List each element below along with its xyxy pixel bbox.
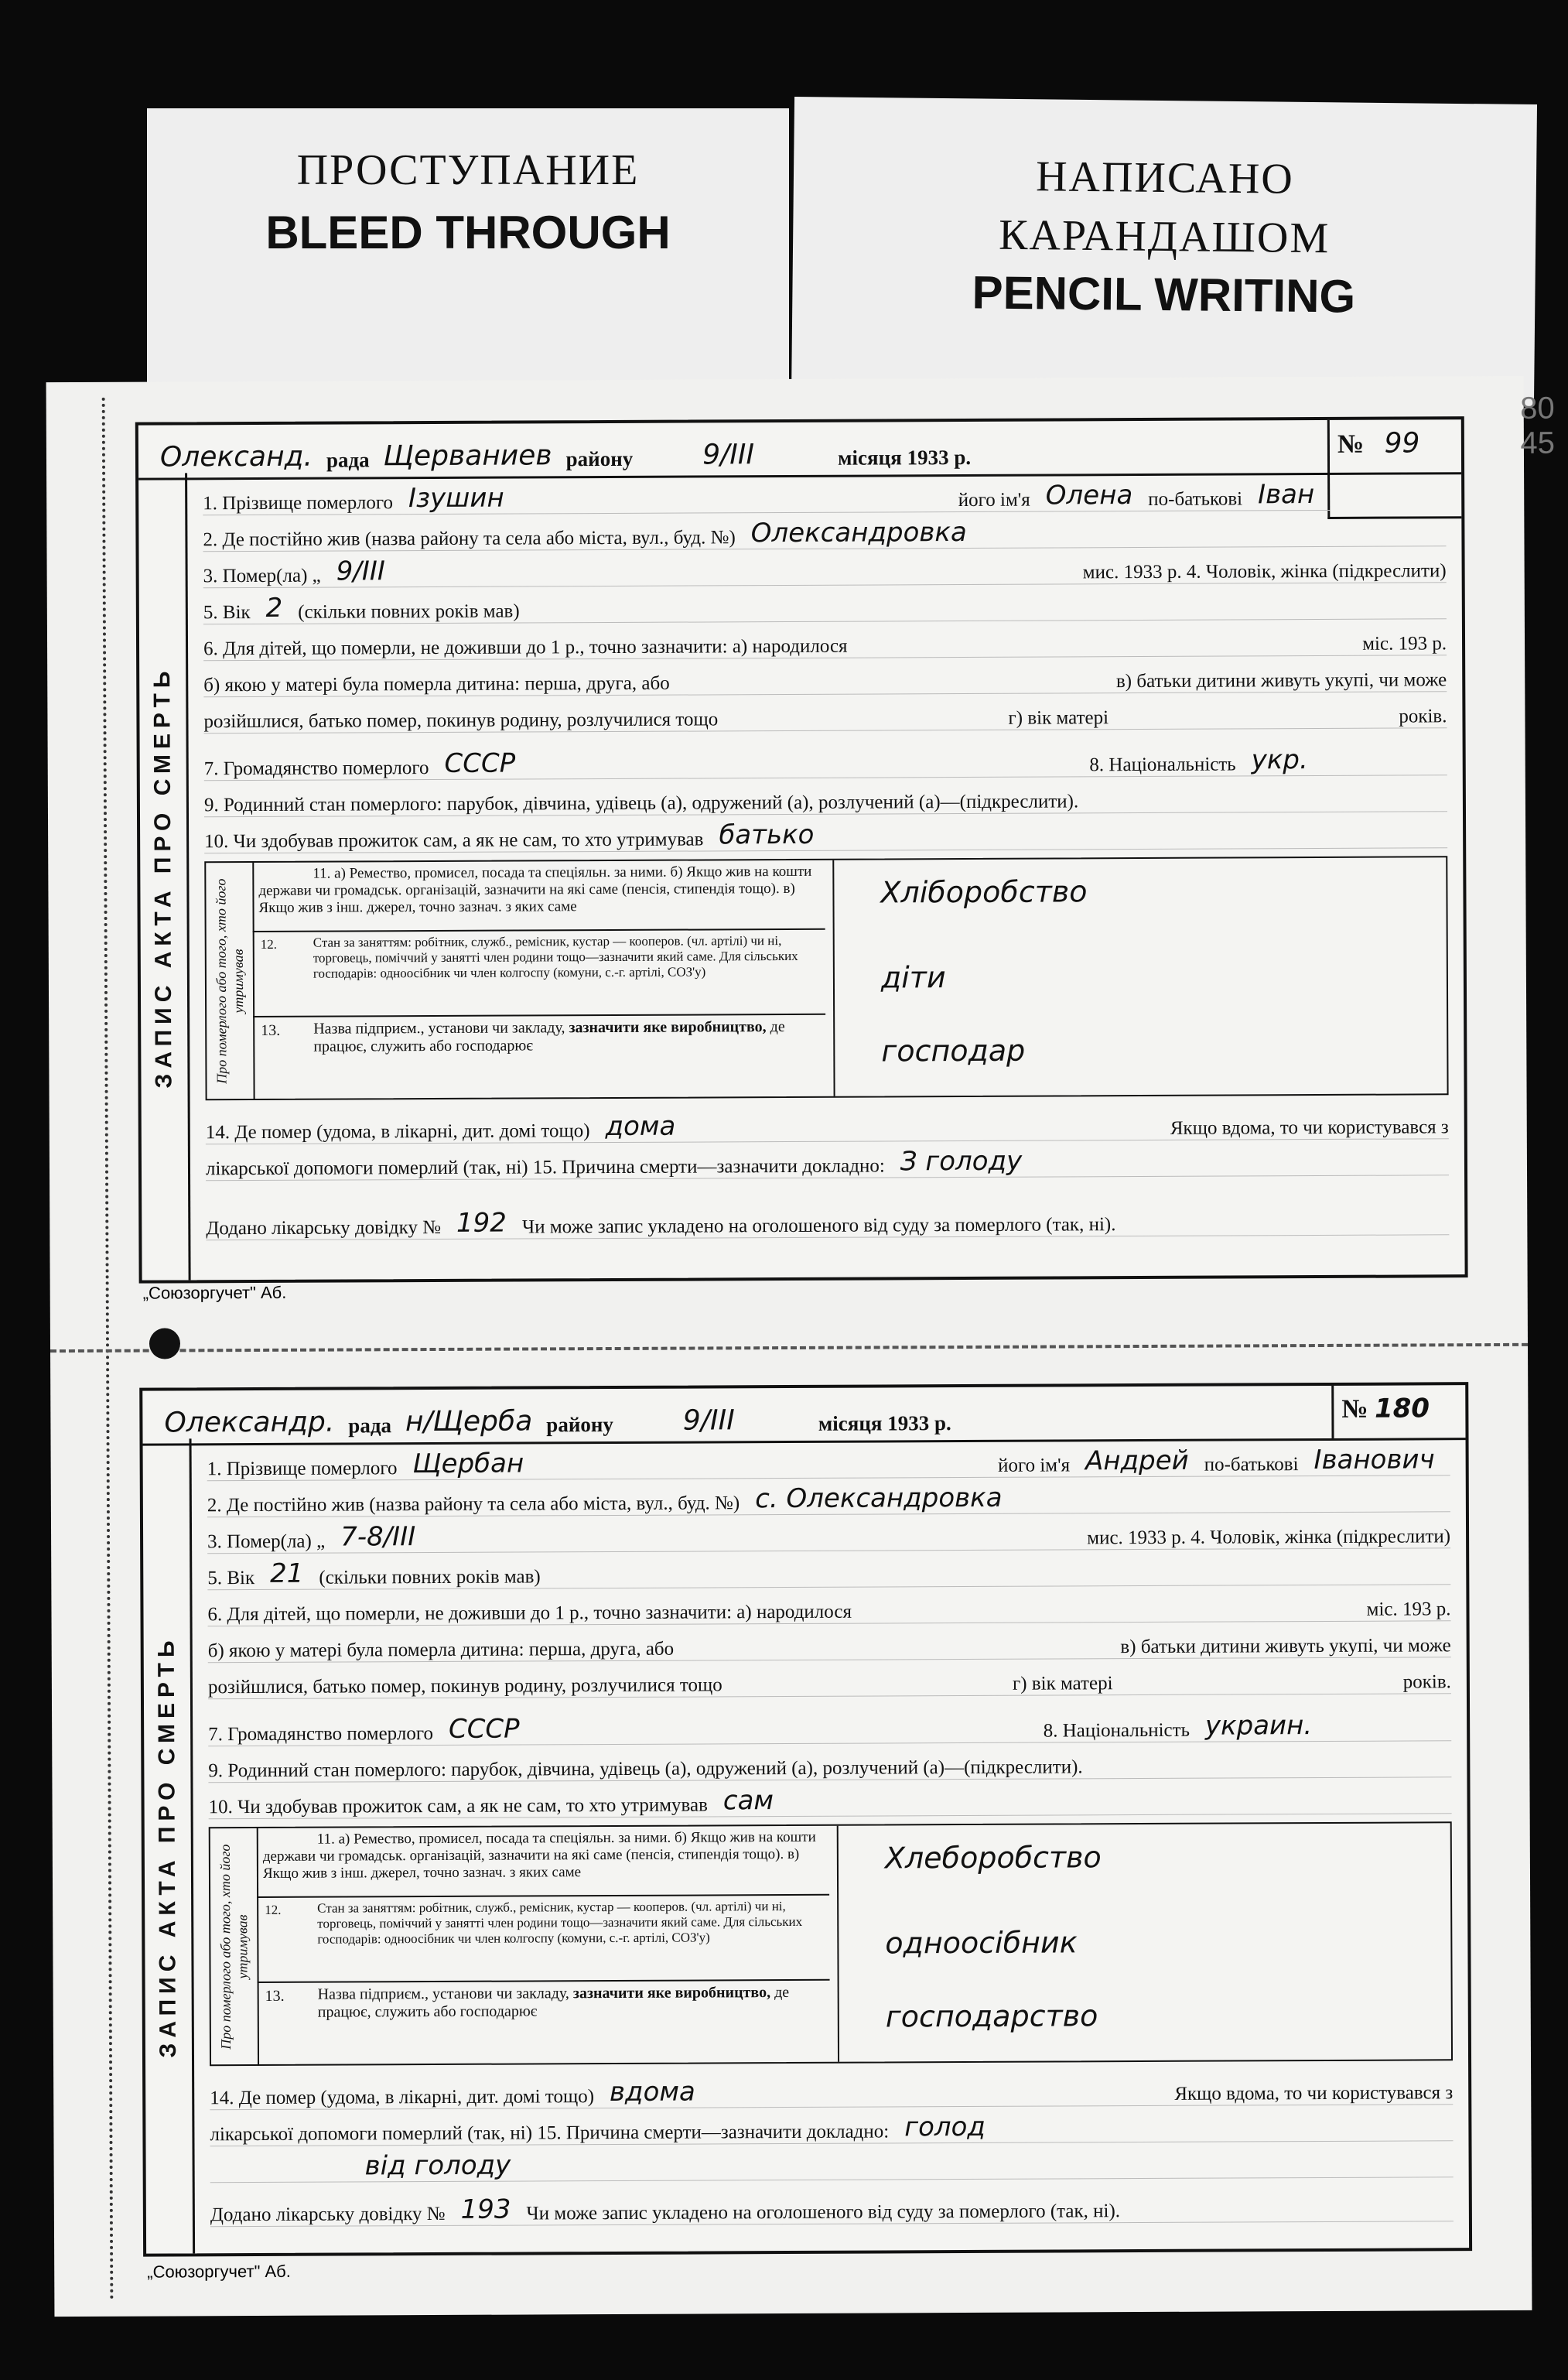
pencil-label-en: PENCIL WRITING [972, 266, 1356, 323]
field-label-citizenship: 7. Громадянство померлого [208, 1723, 433, 1746]
field-label-home: Якщо вдома, то чи користувався з [1174, 2082, 1454, 2105]
death-record-1 [135, 416, 1468, 1283]
field-label-child-order: б) якою у матері була померла дитина: перша, друга, або [207, 1638, 675, 1662]
bleed-label-en: BLEED THROUGH [265, 207, 671, 258]
side-title [143, 1438, 196, 2253]
cause-value-2: від голоду [364, 2149, 511, 2182]
field-label-age-note: (скільки повних років мав) [319, 1566, 541, 1588]
side-title-text: ЗАПИС АКТА ПРО СМЕРТЬ [149, 665, 177, 1089]
side-number-bottom: 45 [1520, 426, 1556, 460]
field-label-occupation: 11. а) Ремество, промисел, посада та спеціяльн. за ними. б) Якщо жив на кошти держави чи громадськ. організацій, зазначити на які саме (пенсія, стипендія тощо). в) Якщо жив з інш. джерел, точно зазнач. з яких саме [262, 1828, 816, 1882]
field-label-certificate: Додано лікарську довідку № [210, 2203, 446, 2226]
village-council: Олександр. [164, 1406, 335, 1439]
record-number: 99 [1384, 427, 1420, 460]
field-label-address: 2. Де постійно жив (назва району та села або міста, вул., буд. №) [207, 1493, 740, 1517]
address-value: Олександровка [750, 516, 967, 549]
number-label: № [1341, 1394, 1368, 1424]
nationality-value: украин. [1204, 1710, 1313, 1742]
month-year-label: місяця 1933 р. [838, 445, 972, 470]
field-label-died: 3. Помер(ла) „ [207, 1530, 326, 1553]
cause-value: З голоду [900, 1145, 1023, 1178]
field-label-parents: в) батьки дитини живуть укупі, чи може [1115, 669, 1447, 692]
record-day: 9/ІІІ [682, 1404, 735, 1437]
field-label-court: Чи може запис укладено на оголошеного від суду за померлого (так, ні). [521, 1214, 1116, 1238]
field-label-production: зазначити яке виробництво, [569, 1018, 767, 1037]
enterprise-value: господарство [885, 1999, 1098, 2034]
field-label-occupation: 11. а) Ремество, промисел, посада та спеціяльн. за ними. б) Якщо жив на кошти держави чи громадськ. організацій, зазначити на які саме (пенсія, стипендія тощо). в) Якщо жив з інш. джерел, точно зазнач. з яких саме [258, 863, 812, 916]
field-label-years: років. [1399, 706, 1447, 727]
death-record-2 [139, 1382, 1472, 2256]
place-value: вдома [609, 2076, 695, 2108]
record-body [187, 467, 1465, 1280]
rayonu-label: району [546, 1412, 613, 1437]
certificate-value: 192 [456, 1207, 507, 1239]
printer-mark: „Союзоргучет" Аб. [147, 2261, 291, 2282]
field-label-address: 2. Де постійно жив (назва району та села або міста, вул., буд. №) [203, 527, 736, 551]
certificate-value: 193 [460, 2194, 511, 2225]
age-value: 21 [269, 1558, 304, 1589]
occupation-block [204, 856, 1448, 1100]
field-label-status: Стан за заняттям: робітник, служб., ремісник, кустар — кооперов. (чл. артілі) чи ні, торговець, поміччий у занятті член родини тощо—зазначити який саме. Для сільських господарів: одноосібник чи член колгоспу (комуни, с.-г. артілі, СОЗ'у) [313, 933, 798, 981]
record-number: 180 [1374, 1393, 1430, 1424]
field-label-child-order: б) якою у матері була померла дитина: перша, друга, або [203, 672, 670, 696]
patronymic-value: Іванович [1313, 1444, 1435, 1476]
field-label-home: Якщо вдома, то чи користувався з [1170, 1116, 1449, 1139]
field-label-certificate: Додано лікарську довідку № [206, 1216, 442, 1240]
pencil-label-ru2: КАРАНДАШОМ [998, 210, 1331, 263]
place-value: дома [605, 1110, 676, 1143]
supported-by-value: сам [723, 1785, 774, 1817]
field-label-patronymic: по-батькові [1148, 488, 1243, 510]
field-label-name: його ім'я [998, 1455, 1071, 1476]
field-number-12: 12. [265, 1902, 282, 1917]
field-label-sex: мис. 1933 р. 4. Чоловік, жінка (підкреслити) [1087, 1526, 1451, 1549]
field-label-production: зазначити яке виробництво, [572, 1984, 771, 2002]
surname-value: Ізушин [408, 482, 504, 515]
field-label-parents-status: розійшлися, батько помер, покинув родину, розлучилися тощо [207, 1674, 723, 1698]
field-label-age-note: (скільки повних років мав) [298, 600, 520, 623]
village-council: Олександ. [159, 440, 313, 474]
field-label-age: 5. Вік [207, 1568, 255, 1589]
record-number-box [1331, 1385, 1465, 1438]
field-label-cause: лікарської допомоги померлий (так, ні) 15. Причина смерти—зазначити докладно: [205, 1155, 885, 1180]
month-year-label: місяця 1933 р. [818, 1411, 951, 1435]
field-label-court: Чи може запис укладено на оголошеного від суду за померлого (так, ні). [526, 2200, 1121, 2224]
printer-mark: „Союзоргучет" Аб. [142, 1282, 287, 1303]
name-value: Олена [1045, 480, 1133, 511]
field-label-status: Стан за заняттям: робітник, служб., ремісник, кустар — кооперов. (чл. артілі) чи ні, торговець, поміччий у занятті член родини тощо—зазначити який саме. Для сільських господарів: одноосібник чи член колгоспу (комуни, с.-г. артілі, СОЗ'у) [317, 1899, 803, 1947]
occupation-value: Хлеборобство [884, 1840, 1102, 1876]
name-value: Андрей [1085, 1445, 1189, 1477]
citizenship-value: СССР [448, 1713, 520, 1745]
field-label-place: 14. Де помер (удома, в лікарні, дит. домі тощо) [205, 1120, 590, 1144]
council-name: н/Щерба [405, 1405, 533, 1438]
death-date-value: 7-8/ІІІ [340, 1521, 416, 1553]
field-label-born-month: міс. 193 р. [1362, 633, 1447, 655]
number-label: № [1337, 429, 1365, 459]
pencil-label-ru1: НАПИСАНО [1035, 152, 1295, 203]
field-label-mother-age: г) вік матері [1008, 707, 1109, 729]
record-body [192, 1433, 1470, 2253]
status-value: одноосібник [885, 1925, 1078, 1961]
field-label-died: 3. Помер(ла) „ [203, 565, 321, 587]
field-number-13: 13. [261, 1021, 281, 1039]
field-label-place: 14. Де помер (удома, в лікарні, дит. домі тощо) [210, 2086, 595, 2109]
field-label-cause: лікарської допомоги померлий (так, ні) 15. Причина смерти—зазначити докладно: [210, 2121, 890, 2146]
field-label-surname: 1. Прізвище померлого [207, 1458, 398, 1480]
field-label-support: 10. Чи здобував прожиток сам, а як не сам, то хто утримував [204, 829, 704, 853]
field-label-born: 6. Для дітей, що померли, не доживши до 1 р., точно зазначити: а) народилося [207, 1601, 852, 1626]
field-label-parents-status: розійшлися, батько помер, покинув родину, розлучилися тощо [203, 709, 719, 733]
field-label-age: 5. Вік [203, 602, 251, 624]
occupation-value: Хліборобство [880, 874, 1088, 910]
field-label-marital: 9. Родинний стан померлого: парубок, дівчина, удівець (а), одружений (а), розлучений (а)—(підкреслити). [208, 1756, 1083, 1782]
side-numbers [1520, 392, 1555, 461]
citizenship-value: СССР [444, 747, 516, 779]
record-day: 9/ІІІ [702, 439, 755, 471]
field-label-surname: 1. Прізвище померлого [203, 492, 394, 515]
field-label-born: 6. Для дітей, що померли, не доживши до 1 р., точно зазначити: а) народилося [203, 635, 848, 660]
rada-label: рада [348, 1414, 392, 1438]
rada-label: рада [326, 448, 370, 472]
field-label-enterprise: Назва підприєм., установи чи закладу, [317, 1985, 569, 2003]
field-label-works: де працює, служить або господарює [313, 1018, 785, 1055]
status-value: діти [880, 960, 946, 995]
death-date-value: 9/ІІІ [336, 556, 385, 587]
record-sheet [46, 376, 1556, 2317]
side-number-top: 80 [1520, 391, 1555, 426]
age-value: 2 [265, 592, 283, 624]
bleed-label-ru: ПРОСТУПАНИЕ [296, 146, 640, 194]
surname-value: Щербан [412, 1448, 524, 1480]
field-label-marital: 9. Родинний стан померлого: парубок, дівчина, удівець (а), одружений (а), розлучений (а)—(підкреслити). [203, 791, 1079, 816]
council-name: Щерваниев [383, 439, 552, 473]
address-value: с. Олександровка [755, 1482, 1003, 1515]
field-label-support: 10. Чи здобував прожиток сам, а як не сам, то хто утримував [208, 1794, 708, 1818]
field-number-12: 12. [260, 936, 278, 952]
field-label-sex: мис. 1933 р. 4. Чоловік, жінка (підкреслити) [1082, 560, 1447, 583]
tear-line [50, 1343, 1528, 1352]
field-label-patronymic: по-батькові [1204, 1454, 1299, 1476]
patronymic-value: Іван [1257, 479, 1315, 511]
occupation-side-label: Про померлого або того, хто його утримував [213, 878, 247, 1084]
field-label-citizenship: 7. Громадянство померлого [203, 757, 429, 780]
field-label-born-month: міс. 193 р. [1366, 1599, 1451, 1620]
occupation-side-label: Про померлого або того, хто його утримував [217, 1844, 251, 2050]
field-label-name: його ім'я [958, 489, 1030, 511]
field-label-years: років. [1402, 1671, 1451, 1693]
field-label-mother-age: г) вік матері [1012, 1673, 1113, 1694]
nationality-value: укр. [1251, 744, 1308, 776]
pencil-writing-label [791, 97, 1537, 406]
field-label-nationality: 8. Національність [1089, 754, 1236, 776]
field-number-13: 13. [265, 1987, 285, 2005]
punch-hole [149, 1328, 180, 1359]
field-label-enterprise: Назва підприєм., установи чи закладу, [313, 1019, 565, 1038]
rayonu-label: району [565, 446, 634, 471]
field-label-parents: в) батьки дитини живуть укупі, чи може [1120, 1635, 1451, 1658]
cause-value: голод [904, 2111, 986, 2143]
field-label-works: де працює, служить або господарює [317, 1984, 790, 2021]
side-title-text: ЗАПИС АКТА ПРО СМЕРТЬ [153, 1634, 182, 2058]
field-label-nationality: 8. Національність [1043, 1719, 1191, 1742]
occupation-block [209, 1821, 1453, 2066]
supported-by-value: батько [719, 819, 815, 851]
side-title [138, 473, 191, 1280]
bleed-through-label [147, 108, 789, 387]
enterprise-value: господар [881, 1033, 1026, 1069]
